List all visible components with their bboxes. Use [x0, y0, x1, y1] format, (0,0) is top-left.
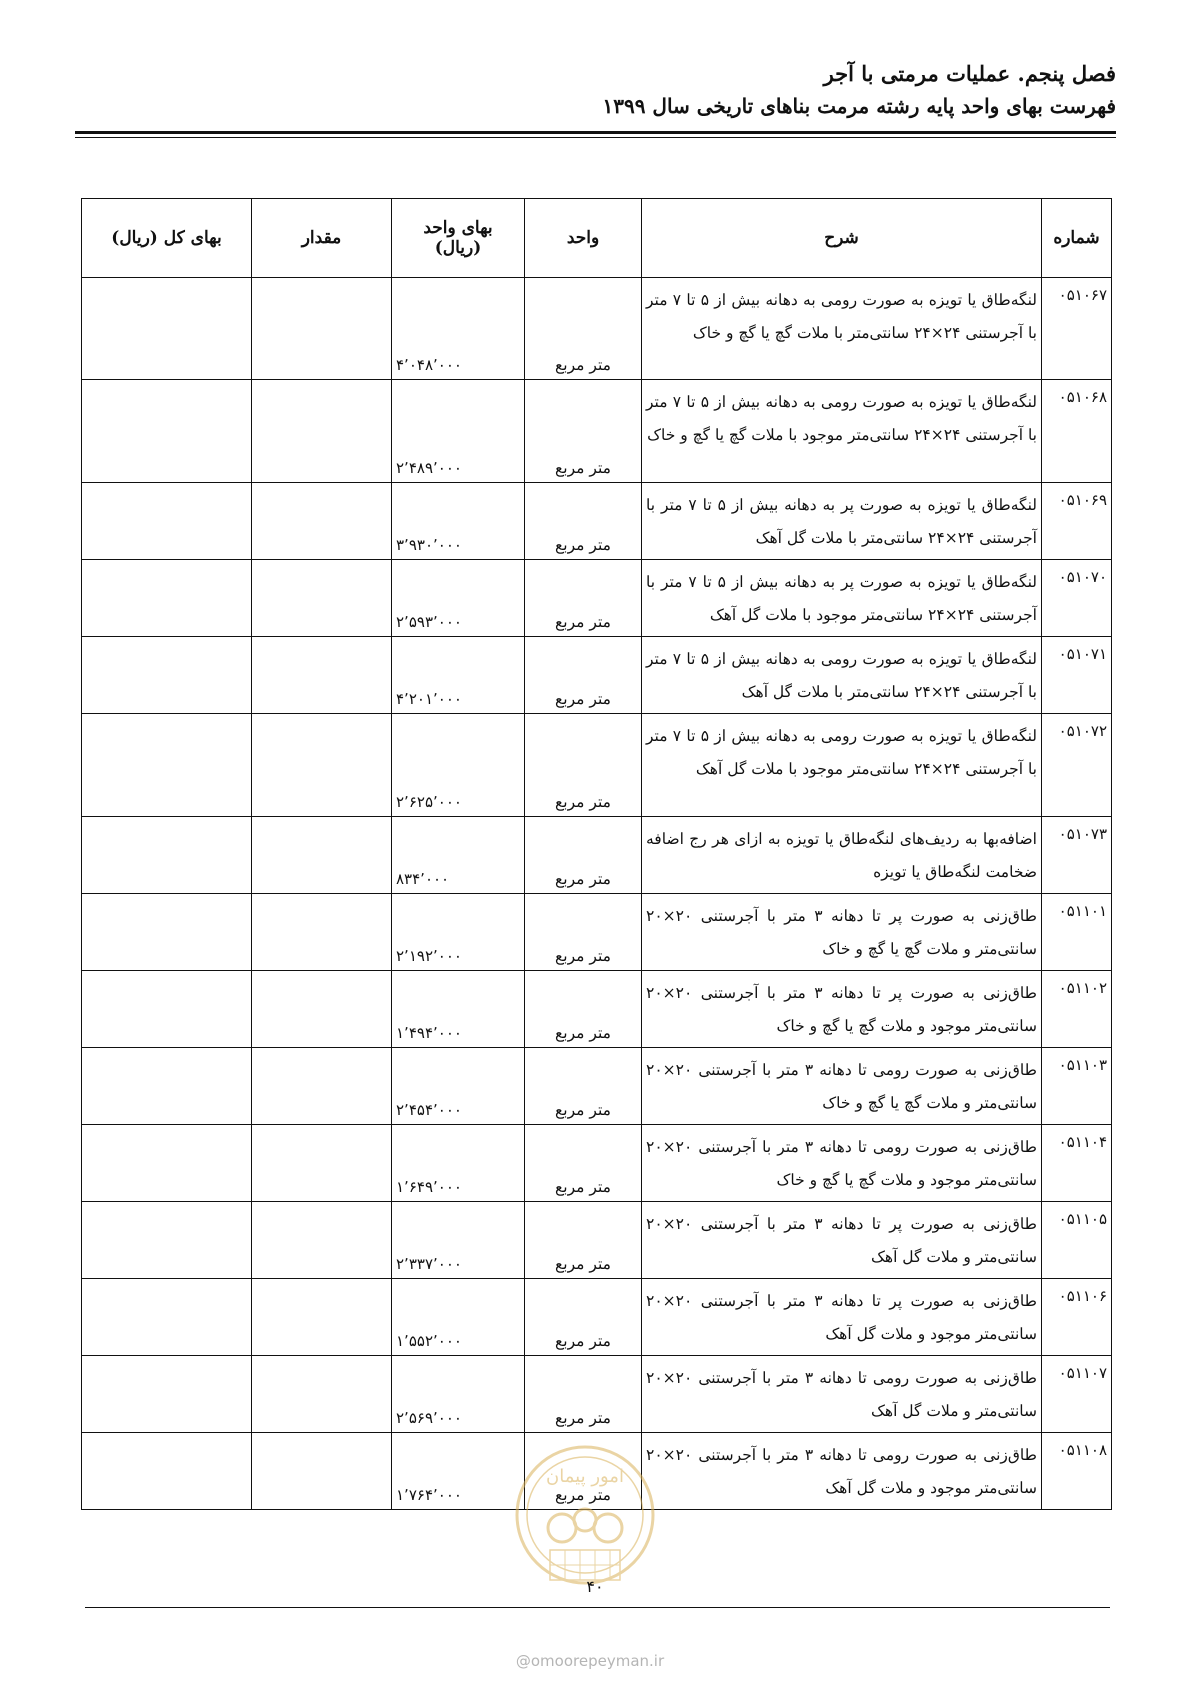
item-unit: متر مربع [525, 971, 642, 1048]
item-total-price [82, 817, 252, 894]
item-description: طاق‌زنی به صورت رومی تا دهانه ۳ متر با آجرستنی ۲۰×۲۰ سانتی‌متر و ملات گچ یا گچ و خاک [642, 1048, 1042, 1125]
item-unit-price: ۲٬۴۸۹٬۰۰۰ [392, 380, 525, 483]
table-row [82, 1048, 1112, 1125]
item-total-price [82, 560, 252, 637]
item-total-price [82, 278, 252, 380]
item-number: ۰۵۱۰۷۲ [1042, 714, 1112, 817]
item-unit: متر مربع [525, 637, 642, 714]
item-unit-price: ۱٬۷۶۴٬۰۰۰ [392, 1433, 525, 1510]
item-total-price [82, 714, 252, 817]
item-quantity [252, 714, 392, 817]
item-unit-price: ۲٬۱۹۲٬۰۰۰ [392, 894, 525, 971]
item-quantity [252, 1125, 392, 1202]
table-row [82, 278, 1112, 380]
item-unit: متر مربع [525, 817, 642, 894]
table-row [82, 483, 1112, 560]
item-total-price [82, 380, 252, 483]
item-description: اضافه‌بها به ردیف‌های لنگه‌طاق یا تویزه به ازای هر رج اضافه ضخامت لنگه‌طاق یا تویزه [642, 817, 1042, 894]
item-unit-price: ۱٬۵۵۲٬۰۰۰ [392, 1279, 525, 1356]
header-quantity: مقدار [252, 199, 392, 278]
item-unit: متر مربع [525, 1125, 642, 1202]
item-unit-price: ۴٬۰۴۸٬۰۰۰ [392, 278, 525, 380]
document-title: فهرست بهای واحد پایه رشته مرمت بناهای تاریخی سال ۱۳۹۹ [602, 94, 1116, 118]
item-unit: متر مربع [525, 1048, 642, 1125]
item-unit: متر مربع [525, 1433, 642, 1510]
item-total-price [82, 1202, 252, 1279]
table-row [82, 637, 1112, 714]
item-unit-price: ۲٬۴۵۴٬۰۰۰ [392, 1048, 525, 1125]
item-quantity [252, 1279, 392, 1356]
item-quantity [252, 894, 392, 971]
item-quantity [252, 971, 392, 1048]
item-quantity [252, 1202, 392, 1279]
item-number: ۰۵۱۱۰۱ [1042, 894, 1112, 971]
header-number: شماره [1042, 199, 1112, 278]
header-unit-price-currency: (ریال) [434, 238, 482, 258]
chapter-title: فصل پنجم. عملیات مرمتی با آجر [823, 61, 1116, 86]
item-description: طاق‌زنی به صورت پر تا دهانه ۳ متر با آجرستنی ۲۰×۲۰ سانتی‌متر و ملات گچ یا گچ و خاک [642, 894, 1042, 971]
price-list-table [81, 198, 1112, 1510]
item-total-price [82, 894, 252, 971]
item-unit-price: ۳٬۹۳۰٬۰۰۰ [392, 483, 525, 560]
header-unit: واحد [525, 199, 642, 278]
item-unit: متر مربع [525, 380, 642, 483]
item-description: طاق‌زنی به صورت پر تا دهانه ۳ متر با آجرستنی ۲۰×۲۰ سانتی‌متر موجود و ملات گل آهک [642, 1279, 1042, 1356]
table-row [82, 560, 1112, 637]
item-unit: متر مربع [525, 1279, 642, 1356]
item-unit-price: ۲٬۳۳۷٬۰۰۰ [392, 1202, 525, 1279]
item-total-price [82, 971, 252, 1048]
item-description: لنگه‌طاق یا تویزه به صورت رومی به دهانه بیش از ۵ تا ۷ متر با آجرستنی ۲۴×۲۴ سانتی‌متر موجود با ملات گل آهک [642, 714, 1042, 817]
item-unit-price: ۲٬۶۲۵٬۰۰۰ [392, 714, 525, 817]
item-quantity [252, 278, 392, 380]
item-quantity [252, 380, 392, 483]
item-number: ۰۵۱۱۰۵ [1042, 1202, 1112, 1279]
item-quantity [252, 483, 392, 560]
item-quantity [252, 560, 392, 637]
table-row [82, 971, 1112, 1048]
item-quantity [252, 637, 392, 714]
item-unit: متر مربع [525, 483, 642, 560]
table-row [82, 894, 1112, 971]
item-total-price [82, 1125, 252, 1202]
item-description: لنگه‌طاق یا تویزه به صورت پر به دهانه بیش از ۵ تا ۷ متر با آجرستنی ۲۴×۲۴ سانتی‌متر با ملات گل آهک [642, 483, 1042, 560]
item-number: ۰۵۱۰۶۹ [1042, 483, 1112, 560]
footer-rule [85, 1607, 1110, 1608]
table-row [82, 817, 1112, 894]
item-description: لنگه‌طاق یا تویزه به صورت رومی به دهانه بیش از ۵ تا ۷ متر با آجرستنی ۲۴×۲۴ سانتی‌متر با ملات گچ یا گچ و خاک [642, 278, 1042, 380]
table-header-row [82, 199, 1112, 278]
item-total-price [82, 637, 252, 714]
header-unit-price [392, 199, 525, 278]
item-description: لنگه‌طاق یا تویزه به صورت پر به دهانه بیش از ۵ تا ۷ متر با آجرستنی ۲۴×۲۴ سانتی‌متر موجود با ملات گل آهک [642, 560, 1042, 637]
item-unit-price: ۲٬۵۹۳٬۰۰۰ [392, 560, 525, 637]
item-unit: متر مربع [525, 1356, 642, 1433]
item-number: ۰۵۱۱۰۷ [1042, 1356, 1112, 1433]
table-row [82, 714, 1112, 817]
table-row [82, 1125, 1112, 1202]
item-unit: متر مربع [525, 894, 642, 971]
item-unit-price: ۸۳۴٬۰۰۰ [392, 817, 525, 894]
item-quantity [252, 1433, 392, 1510]
item-quantity [252, 817, 392, 894]
item-number: ۰۵۱۱۰۶ [1042, 1279, 1112, 1356]
page-header [76, 58, 1116, 122]
watermark-text: امور پیمان [546, 1466, 624, 1487]
item-number: ۰۵۱۱۰۲ [1042, 971, 1112, 1048]
header-total-price: بهای کل (ریال) [82, 199, 252, 278]
item-number: ۰۵۱۰۶۷ [1042, 278, 1112, 380]
item-number: ۰۵۱۰۶۸ [1042, 380, 1112, 483]
item-number: ۰۵۱۰۷۱ [1042, 637, 1112, 714]
item-unit: متر مربع [525, 1202, 642, 1279]
item-unit-price: ۴٬۲۰۱٬۰۰۰ [392, 637, 525, 714]
item-description: لنگه‌طاق یا تویزه به صورت رومی به دهانه بیش از ۵ تا ۷ متر با آجرستنی ۲۴×۲۴ سانتی‌متر با ملات گل آهک [642, 637, 1042, 714]
header-rule-thin [75, 137, 1116, 138]
page-number: ۴۰ [586, 1577, 604, 1596]
item-total-price [82, 1356, 252, 1433]
item-total-price [82, 1048, 252, 1125]
header-rule-thick [75, 131, 1116, 134]
item-unit-price: ۱٬۶۴۹٬۰۰۰ [392, 1125, 525, 1202]
item-total-price [82, 1433, 252, 1510]
item-description: طاق‌زنی به صورت رومی تا دهانه ۳ متر با آجرستنی ۲۰×۲۰ سانتی‌متر موجود و ملات گچ یا گچ و خاک [642, 1125, 1042, 1202]
item-description: لنگه‌طاق یا تویزه به صورت رومی به دهانه بیش از ۵ تا ۷ متر با آجرستنی ۲۴×۲۴ سانتی‌متر موجود با ملات گچ یا گچ و خاک [642, 380, 1042, 483]
item-description: طاق‌زنی به صورت رومی تا دهانه ۳ متر با آجرستنی ۲۰×۲۰ سانتی‌متر موجود و ملات گل آهک [642, 1433, 1042, 1510]
item-quantity [252, 1356, 392, 1433]
item-total-price [82, 1279, 252, 1356]
item-number: ۰۵۱۱۰۳ [1042, 1048, 1112, 1125]
table-row [82, 1202, 1112, 1279]
item-unit-price: ۲٬۵۶۹٬۰۰۰ [392, 1356, 525, 1433]
item-unit: متر مربع [525, 278, 642, 380]
item-unit: متر مربع [525, 560, 642, 637]
item-description: طاق‌زنی به صورت رومی تا دهانه ۳ متر با آجرستنی ۲۰×۲۰ سانتی‌متر و ملات گل آهک [642, 1356, 1042, 1433]
item-number: ۰۵۱۰۷۳ [1042, 817, 1112, 894]
header-unit-price-label: بهای واحد [423, 218, 493, 238]
item-unit: متر مربع [525, 714, 642, 817]
item-number: ۰۵۱۰۷۰ [1042, 560, 1112, 637]
item-quantity [252, 1048, 392, 1125]
item-description: طاق‌زنی به صورت پر تا دهانه ۳ متر با آجرستنی ۲۰×۲۰ سانتی‌متر و ملات گل آهک [642, 1202, 1042, 1279]
item-unit-price: ۱٬۴۹۴٬۰۰۰ [392, 971, 525, 1048]
header-description: شرح [642, 199, 1042, 278]
table-row [82, 380, 1112, 483]
item-total-price [82, 483, 252, 560]
table-row [82, 1279, 1112, 1356]
item-number: ۰۵۱۱۰۴ [1042, 1125, 1112, 1202]
item-description: طاق‌زنی به صورت پر تا دهانه ۳ متر با آجرستنی ۲۰×۲۰ سانتی‌متر موجود و ملات گچ یا گچ و خاک [642, 971, 1042, 1048]
website-watermark: @omoorepeyman.ir [515, 1652, 665, 1670]
item-number: ۰۵۱۱۰۸ [1042, 1433, 1112, 1510]
